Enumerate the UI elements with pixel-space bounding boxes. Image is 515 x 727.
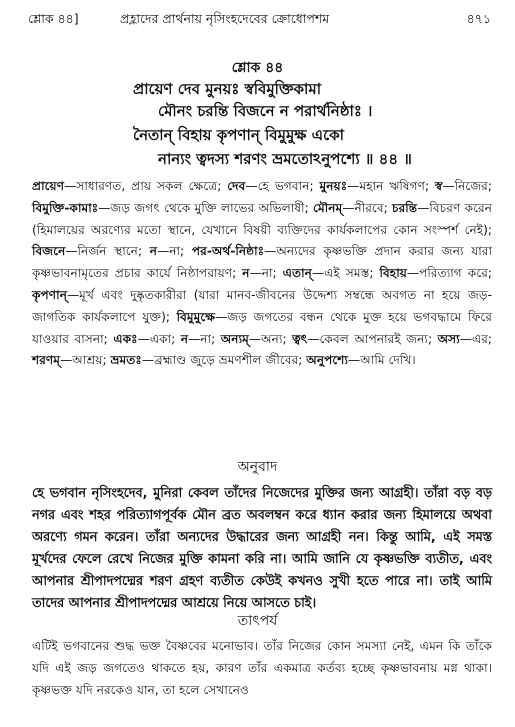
synonym-term: বিহায় [379,266,407,281]
verse-line: প্রায়েণ দেব মুনয়ঃ স্ববিমুক্তিকামা [133,80,322,98]
purport-heading: তাৎপর্য [237,613,278,629]
synonym-meaning: বিচরণ করেন (হিমালয়ের অরণ্যের মতো স্থানে, যেখানে বিষয়ী ব্যক্তিদের কার্যকলাপের কোন সংস্পর্শ নেই); [32,200,493,237]
synonym-term: শরণম্‌ [32,353,61,368]
synonym-term: মৌনম্‌ [313,200,343,215]
verse-line: নৈতান্‌ বিহায় কৃপণান্‌ বিমুমুক্ষ একো [133,126,344,144]
synonym-term: অন্যম্‌ [220,331,249,346]
synonym-term: ত্বৎ [292,331,308,346]
purport-text: এটিই ভগবানের শুদ্ধ ভক্ত বৈষ্ণবের মনোভাব। তাঁর নিজের কোন সমস্যা নেই, এমন কি তাঁকে যদি এই জড় জগতেও থাকতে হয়, কারণ তাঁর একমাত্র কর্তব্য হচ্ছে কৃষ্ণভাবনায় মগ্ন থাকা। কৃষ্ণভক্ত যদি নরকেও যান, তা হলে সেখানেও [32,639,492,697]
synonym-term: বিমুক্তি-কামাঃ [32,200,99,215]
verse-line: নান্যং ত্বদস্য শরণং ভ্রমতোঽনুপশ্যে ॥ ৪৪ ॥ [158,150,412,168]
synonym-meaning: মূর্খ এবং দুষ্কৃতকারীরা (যারা মানব-জীবনের উদ্দেশ্য সম্বন্ধে অবগত না হয়ে জড়-জাগতিক কার্যকলাপে যুক্ত); [32,287,492,324]
header-verse-ref: শ্লোক ৪৪] [28,11,79,26]
synonym-term: বিমুমুক্ষে [176,309,216,324]
synonym-meaning: সাধারণত, প্রায় সকল ক্ষেত্রে; [76,179,222,193]
synonym-meaning: না; [200,331,216,346]
synonym-term: বিজনে [32,244,66,259]
synonym-meaning: নীরবে; [354,200,388,215]
synonym-meaning: আশ্রয়; [72,353,107,368]
synonym-meaning: হে ভগবান; [257,179,314,193]
synonym-meaning: নিজের; [454,179,492,193]
synonym-meaning: অন্যদের কৃষ্ণভক্তি প্রদান করার জন্য যারা কৃষ্ণভাবনামৃতের প্রচার কার্যে নিষ্ঠাপরায়ণ; [32,244,493,281]
page-number: ৪৭১ [466,11,491,26]
synonym-term: কৃপণান্‌ [32,287,67,302]
synonym-meaning: না; [261,266,277,281]
translation-text: হে ভগবান নৃসিংহদেব, মুনিরা কেবল তাঁদের নিজেদের মুক্তির জন্য আগ্রহী। তাঁরা বড় বড় নগর এবং শহর পরিত্যাগপূর্বক মৌন ব্রত অবলম্বন করে ধ্যান করার জন্য হিমালয়ে অথবা অরণ্যে গমন করেন। তাঁরা অন্যদের উদ্ধারের জন্য আগ্রহী নন। কিন্তু আমি, এই সমস্ত মূর্খদের ফেলে রেখে নিজের মুক্তি কামনা করি না। আমি জানি যে কৃষ্ণভক্তি ব্যতীত, এবং আপনার শ্রীপাদপদ্মের শরণ গ্রহণ ব্যতীত কেউই কখনও সুখী হতে পারে না। তাই আমি তাদের আপনার শ্রীপাদপদ্মের আশ্রয়ে নিয়ে আসতে চাই। [32,486,492,611]
synonym-term: ন [149,244,158,259]
word-for-word-synonyms: প্রায়েণ—সাধারণত, প্রায় সকল ক্ষেত্রে; দেব—হে ভগবান; মুনয়ঃ—মহান ঋষিগণ; স্ব—নিজের; বিমুক্তি-কামাঃ—জড় জগৎ থেকে মুক্তি লাভের অভিলাষী; মৌনম্‌—নীরবে; চরন্তি—বিচরণ করেন (হিমালয়ের অরণ্যের মতো স্থানে, যেখানে বিষয়ী ব্যক্তিদের কার্যকলাপের কোন সংস্পর্শ নেই); বিজনে—নির্জন স্থানে; ন—না; পর-অর্থ-নিষ্ঠাঃ—অন্যদের কৃষ্ণভক্তি প্রদান করার জন্য যারা কৃষ্ণভাবনামৃতের প্রচার কার্যে নিষ্ঠাপরায়ণ; ন—না; এতান্‌—এই সমস্ত; বিহায়—পরিত্যাগ করে; কৃপণান্‌—মূর্খ এবং দুষ্কৃতকারীরা (যারা মানব-জীবনের উদ্দেশ্য সম্বন্ধে অবগত না হয়ে জড়-জাগতিক কার্যকলাপে যুক্ত); বিমুমুক্ষে—জড় জগতের বন্ধন থেকে মুক্ত হয়ে ভগবদ্ধামে ফিরে যাওয়ার বাসনা; একঃ—একা; ন—না; অন্যম্‌—অন্য; ত্বৎ—কেবল আপনারই জন্য; অস্য—এর; শরণম্‌—আশ্রয়; ভ্রমতঃ—ব্রহ্মাণ্ড জুড়ে ভ্রমণশীল জীবের; অনুপশ্যে—আমি দেখি। [32,179,493,368]
synonym-meaning: কেবল আপনারই জন্য; [319,331,433,346]
synonym-meaning: ব্রহ্মাণ্ড জুড়ে ভ্রমণশীল জীবের; [154,353,303,368]
synonym-meaning: মহান ঋষিগণ; [359,179,430,193]
synonym-meaning: আমি দেখি। [360,353,416,368]
synonym-term: একঃ [113,331,138,346]
synonym-meaning: অন্য; [261,331,287,346]
synonym-term: প্রায়েণ [32,179,65,193]
synonym-term: চরন্তি [392,200,418,215]
header-chapter-title: প্রহ্লাদের প্রার্থনায় নৃসিংহদেবের ক্রোধোপশম [120,11,330,26]
synonym-term: ন [180,331,189,346]
synonym-meaning: পরিত্যাগ করে; [419,266,493,281]
synonym-term: মুনয়ঃ [319,179,348,193]
synonym-term: অনুপশ্যে [306,353,349,368]
synonym-meaning: একা; [149,331,176,346]
synonym-meaning: জড় জগৎ থেকে মুক্তি লাভের অভিলাষী; [110,200,309,215]
synonym-meaning: এর; [471,331,493,346]
synonym-term: স্ব [435,179,443,193]
synonym-term: এতান্‌ [282,266,312,281]
translation-heading: অনুবাদ [237,459,278,475]
synonym-meaning: না; [169,244,185,259]
synonym-meaning: এই সমস্ত; [324,266,374,281]
synonym-term: অস্য [437,331,460,346]
synonym-term: ভ্রমতঃ [110,353,142,368]
running-header [28,8,491,30]
synonym-term: ন [242,266,250,281]
synonym-meaning: নির্জন স্থানে; [77,244,143,259]
verse-line: মৌনং চরন্তি বিজনে ন পরার্থনিষ্ঠাঃ । [158,102,373,120]
synonym-term: পর-অর্থ-নিষ্ঠাঃ [191,244,265,259]
synonym-meaning: জড় জগতের বন্ধন থেকে মুক্ত হয়ে ভগবদ্ধামে ফিরে যাওয়ার বাসনা; [32,309,492,346]
synonym-term: দেব [227,179,246,193]
verse-number: শ্লোক ৪৪ [231,60,284,76]
